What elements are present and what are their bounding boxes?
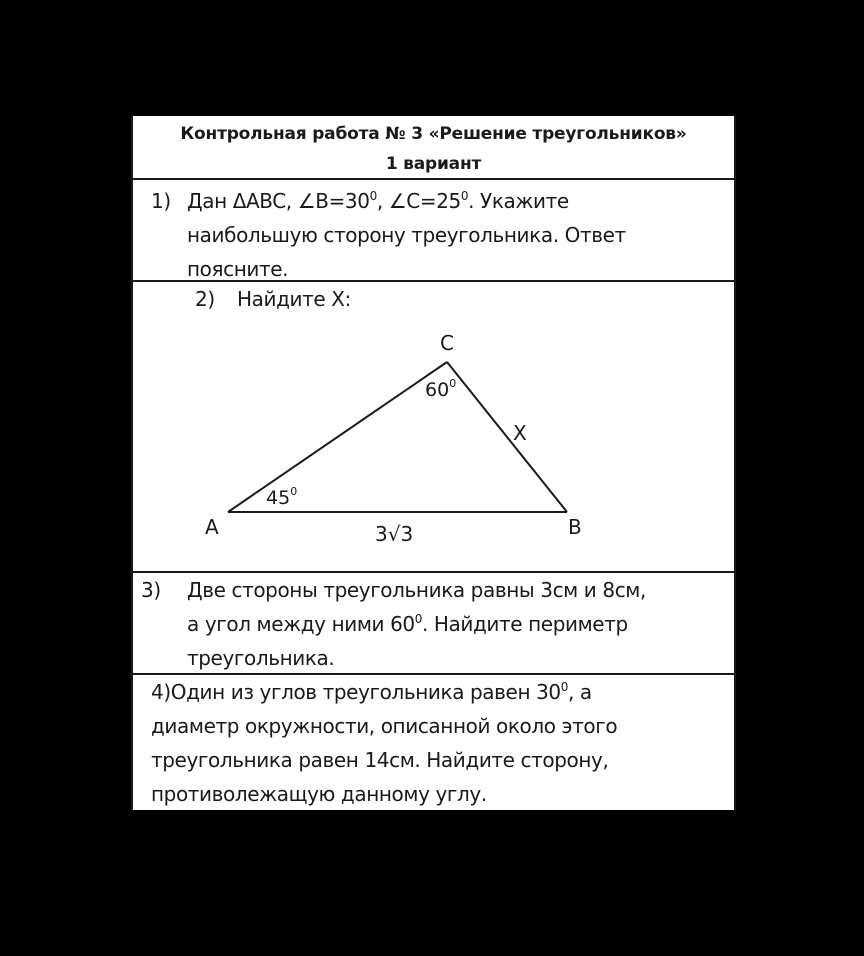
angle-a-label: $45^0$ (266, 485, 298, 509)
task-4-cell (133, 675, 734, 810)
task-4-line-4: противолежащую данному углу. (151, 782, 487, 806)
angle-c-label: $60^0$ (425, 377, 457, 401)
task-4-text (151, 675, 617, 811)
task-3-line-1: Две стороны треугольника равны 3см и 8см, (187, 578, 646, 602)
side-ac (228, 362, 447, 512)
variant-label: 1 вариант (385, 154, 482, 174)
task-1-line-2: наибольшую сторону треугольника. Ответ (187, 223, 626, 247)
vertex-a-label: A (205, 515, 219, 539)
task-4-number: 4) (151, 680, 171, 704)
task-2-number: 2) (195, 287, 215, 311)
task-2-cell (133, 282, 734, 573)
task-4-line-2: диаметр окружности, описанной около этого (151, 714, 618, 738)
test-sheet (131, 116, 736, 810)
task-3-text (187, 573, 646, 675)
task-1-cell (133, 180, 734, 282)
task-1-line-1: Дан ΔABC, $\angle B=30^0$, $\angle C=25^0$. Укажите (187, 189, 569, 213)
side-ab-label: 3√3 (375, 522, 414, 546)
task-2-text: Найдите Х: (237, 287, 351, 311)
test-title: Контрольная работа № 3 «Решение треугольников» (180, 124, 687, 144)
triangle-figure (133, 282, 734, 571)
side-bc-label: X (513, 421, 527, 445)
task-1-line-3: поясните. (187, 257, 289, 281)
task-3-number: 3) (141, 578, 161, 602)
task-4-line-3: треугольника равен 14см. Найдите сторону, (151, 748, 609, 772)
task-1-number: 1) (151, 189, 171, 213)
vertex-c-label: C (440, 331, 454, 355)
task-3-cell (133, 573, 734, 675)
vertex-b-label: B (568, 515, 582, 539)
side-bc (447, 362, 567, 512)
task-4-line-1: 4)Один из углов треугольника равен $30^0$, а (151, 680, 592, 704)
task-1-text (187, 184, 626, 286)
task-3-line-2: а угол между ними $60^0$. Найдите периметр (187, 612, 628, 636)
header-cell (133, 116, 734, 180)
task-3-line-3: треугольника. (187, 646, 335, 670)
